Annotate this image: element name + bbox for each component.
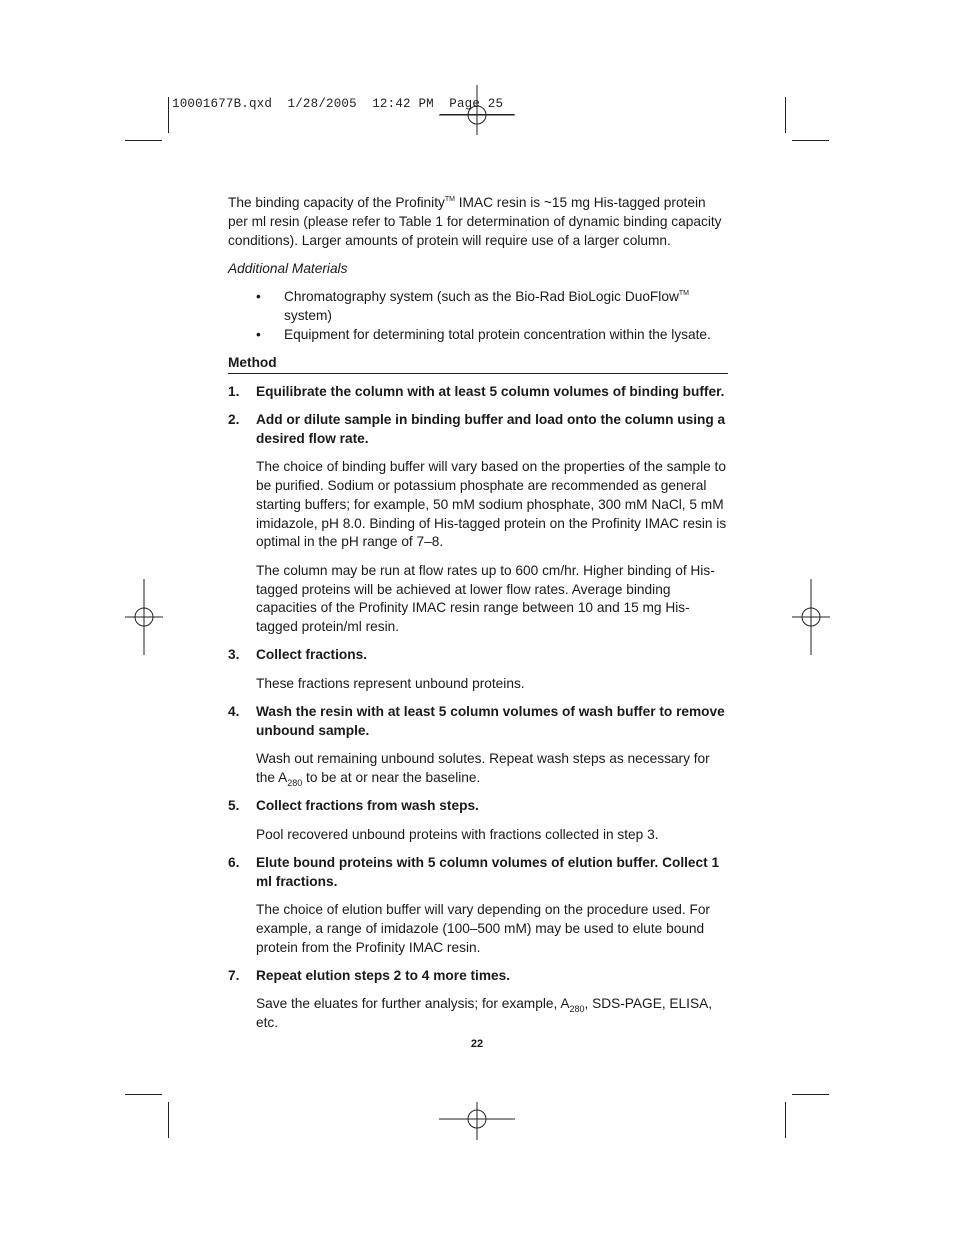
step-description: Wash out remaining unbound solutes. Repeat wash steps as necessary for the $A_{280}$ to be at or near the baseline. [256, 751, 710, 788]
step-4 [228, 703, 728, 788]
step-description: These fractions represent unbound proteins. [256, 675, 525, 691]
bullet-icon: • [256, 327, 261, 343]
crop-mark-top-left-horizontal [125, 140, 162, 141]
trademark-mark: TM [444, 196, 455, 203]
additional-materials-list [228, 288, 728, 345]
subscript: 280 [287, 777, 303, 788]
step-title: Repeat elution steps 2 to 4 more times. [256, 967, 511, 983]
step-2 [228, 411, 728, 637]
list-item: • Equipment for determining total protein concentration within the lysate. [228, 326, 728, 345]
step-number: 5. [228, 798, 240, 814]
step-description: The choice of binding buffer will vary based on the properties of the sample to be purified. Sodium or potassium phosphate are recommended as general starting buffers; for example, 50 mM sodium phosphate, 300 mM NaCl, 5 mM imidazole, pH 8.0. Binding of His-tagged protein on the Profinity IMAC resin is optimal in the pH range of 7–8. [256, 459, 727, 550]
method-steps [228, 383, 728, 1033]
step-6 [228, 854, 728, 957]
method-heading: Method [228, 354, 728, 374]
step-title: Add or dilute sample in binding buffer and load onto the column using a desired flow rate. [256, 412, 726, 446]
step-1 [228, 383, 728, 402]
step-description: The choice of elution buffer will vary depending on the procedure used. For example, a range of imidazole (100–500 mM) may be used to elute bound protein from the Profinity IMAC resin. [256, 901, 710, 955]
page-number: 22 [470, 1038, 484, 1050]
crop-mark-bottom-left-horizontal [125, 1094, 162, 1095]
subscript: 280 [569, 1004, 585, 1015]
list-item: • Chromatography system (such as the Bio-Rad BioLogic DuoFlow™ system) [256, 289, 689, 323]
page-content [228, 194, 728, 1042]
step-title: Wash the resin with at least 5 column volumes of wash buffer to remove unbound sample. [256, 704, 725, 738]
step-title: Equilibrate the column with at least 5 column volumes of binding buffer. [256, 383, 725, 399]
additional-materials-heading: Additional Materials [228, 260, 348, 276]
crop-mark-top-right-horizontal [792, 140, 829, 141]
step-3 [228, 646, 728, 693]
bullet-icon: • [256, 289, 261, 305]
registration-mark-top [439, 85, 515, 135]
registration-mark-left [125, 579, 163, 655]
crop-mark-bottom-right-vertical [785, 1102, 786, 1138]
crop-mark-top-right-vertical [785, 97, 786, 133]
printer-slug: 10001677B.qxd 1/28/2005 12:42 PM Page 25 [172, 97, 504, 111]
registration-mark-bottom [439, 1102, 515, 1140]
step-title: Collect fractions from wash steps. [256, 798, 479, 814]
step-number: 6. [228, 854, 240, 870]
step-description: Save the eluates for further analysis; for example, $A_{280}$, SDS-PAGE, ELISA, etc. [256, 996, 713, 1030]
step-number: 2. [228, 412, 240, 428]
step-number: 1. [228, 383, 240, 399]
step-description: Pool recovered unbound proteins with fractions collected in step 3. [256, 826, 659, 842]
step-7 [228, 967, 728, 1033]
step-5 [228, 797, 728, 844]
intro-paragraph: The binding capacity of the Profinity™ IMAC resin is ~15 mg His-tagged protein per ml resin (please refer to Table 1 for determination of dynamic binding capacity conditions). Larger amounts of protein will require use of a larger column. [228, 195, 722, 248]
step-description: The column may be run at flow rates up to 600 cm/hr. Higher binding of His-tagged proteins will be achieved at lower flow rates. Average binding capacities of the Profinity IMAC resin range between 10 and 15 mg His-tagged protein/ml resin. [256, 562, 715, 635]
registration-mark-right [792, 579, 830, 655]
step-title: Elute bound proteins with 5 column volumes of elution buffer. Collect 1 ml fractions. [256, 854, 720, 889]
step-title: Collect fractions. [256, 647, 368, 663]
crop-mark-top-left-vertical [168, 97, 169, 133]
step-number: 3. [228, 647, 240, 663]
step-number: 7. [228, 967, 240, 983]
crop-mark-bottom-left-vertical [168, 1102, 169, 1138]
step-number: 4. [228, 704, 240, 720]
crop-mark-bottom-right-horizontal [792, 1094, 829, 1095]
trademark-mark: TM [678, 290, 689, 298]
